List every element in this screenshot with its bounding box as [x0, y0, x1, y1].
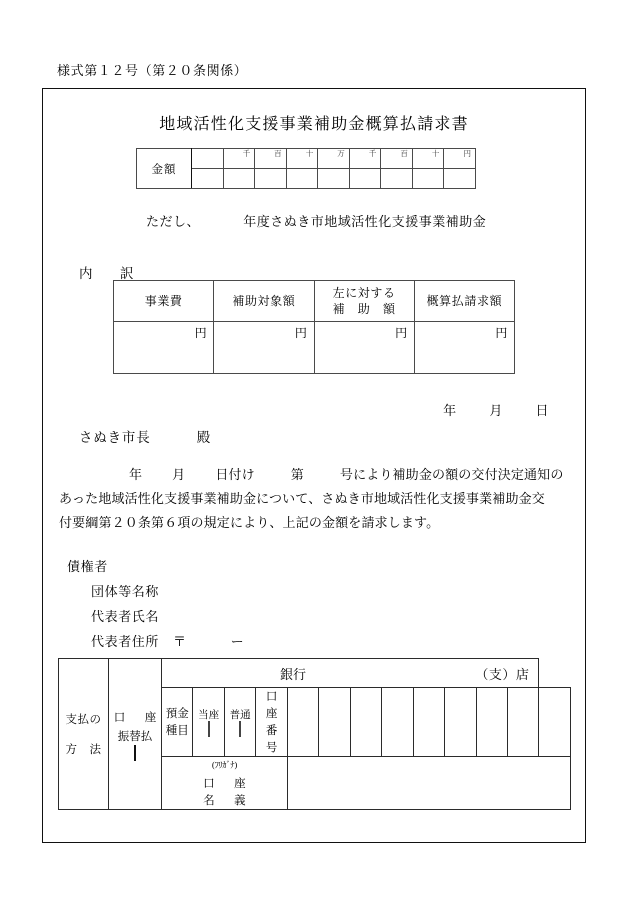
account-digit-7[interactable]: [476, 688, 507, 757]
deposit-touza-cell[interactable]: [193, 688, 224, 757]
creditor-rep-name-label: 代表者氏名: [91, 610, 160, 625]
amount-unit-2: 千: [242, 149, 251, 158]
breakdown-header-text: 補 助 額: [332, 302, 396, 316]
body-dayuke-label: 日付け: [215, 468, 255, 483]
amount-entry-7[interactable]: [381, 169, 413, 189]
date-year-label: 年: [443, 404, 457, 419]
body-year-label: 年: [129, 468, 143, 483]
breakdown-table: [113, 280, 515, 374]
deposit-touza-checkbox[interactable]: [208, 721, 210, 737]
deposit-futsuu-label: 普通: [229, 709, 251, 721]
page-title: 地域活性化支援事業補助金概算払請求書: [159, 114, 469, 133]
account-holder-label-text: 口 座: [203, 775, 250, 790]
body-dai-label: 第: [290, 468, 304, 483]
account-holder-kana-label: (ﾌﾘｶﾞﾅ): [211, 760, 238, 771]
deposit-touza-label: 当座: [198, 709, 220, 721]
amount-unit-3: 百: [274, 149, 282, 158]
breakdown-header-advance-claim: [414, 281, 514, 322]
body-line-2: あった地域活性化支援事業補助金について、さぬき市地域活性化支援事業補助金交: [59, 492, 545, 507]
amount-entry-4[interactable]: [286, 169, 318, 189]
addressee-honorific: 殿: [196, 430, 211, 446]
tadashi-text: 年度さぬき市地域活性化支援事業補助金: [243, 215, 487, 230]
branch-label: （支）店: [475, 668, 530, 683]
account-digit-2[interactable]: [319, 688, 350, 757]
amount-cell-4[interactable]: [286, 149, 318, 169]
payment-method-label-text: 支払の: [65, 712, 102, 726]
account-digit-9[interactable]: [539, 688, 571, 757]
breakdown-value-subsidy-amount[interactable]: 円: [314, 322, 414, 374]
payment-method-table: [58, 658, 571, 810]
creditor-heading: 債権者: [67, 560, 108, 575]
creditor-rep-address-row: [67, 630, 244, 655]
deposit-futsuu-cell[interactable]: [224, 688, 255, 757]
account-transfer-label: 振替払: [117, 729, 153, 743]
amount-unit-5: 万: [337, 149, 345, 158]
account-digit-8[interactable]: [507, 688, 538, 757]
amount-unit-7: 百: [400, 149, 408, 158]
deposit-type-label: [162, 688, 193, 757]
amount-entry-1[interactable]: [192, 169, 224, 189]
creditor-rep-name-row: [67, 605, 244, 630]
account-number-label: [256, 688, 293, 757]
account-digit-6[interactable]: [445, 688, 476, 757]
postal-code-mark: 〒: [173, 635, 187, 650]
account-transfer-cell[interactable]: [109, 659, 162, 810]
amount-table: [136, 148, 476, 189]
amount-cell-8[interactable]: [412, 149, 444, 169]
amount-label: 金額: [137, 149, 192, 189]
breakdown-heading: 内 訳: [79, 266, 141, 282]
body-month-label: 月: [172, 468, 186, 483]
addressee-mayor: さぬき市長: [79, 430, 151, 446]
date-day-label: 日: [535, 404, 549, 419]
amount-unit-9: 円: [463, 149, 471, 158]
breakdown-header-subsidy-amount: [314, 281, 414, 322]
deposit-futsuu-checkbox[interactable]: [239, 721, 241, 737]
account-digit-5[interactable]: [413, 688, 444, 757]
document-frame: [42, 88, 586, 843]
bank-label: 銀行: [280, 668, 307, 683]
creditor-block: [67, 555, 244, 655]
breakdown-value-advance-claim[interactable]: 円: [414, 322, 514, 374]
breakdown-header-text: 左に対する: [332, 285, 396, 300]
bank-name-row[interactable]: [162, 659, 539, 688]
amount-cell-6[interactable]: [349, 149, 381, 169]
amount-cell-5[interactable]: [318, 149, 350, 169]
amount-cell-2[interactable]: [223, 149, 255, 169]
date-line: [415, 400, 549, 419]
amount-cell-9[interactable]: [444, 149, 476, 169]
breakdown-header-subsidy-target: [214, 281, 314, 322]
amount-cell-3[interactable]: [255, 149, 287, 169]
amount-cell-1[interactable]: [192, 149, 224, 169]
amount-entry-3[interactable]: [255, 169, 287, 189]
account-transfer-checkbox[interactable]: [134, 745, 136, 761]
amount-entry-9[interactable]: [444, 169, 476, 189]
breakdown-header-text: 補助対象額: [232, 293, 296, 308]
breakdown-header-text: 概算払請求額: [426, 293, 503, 308]
amount-entry-6[interactable]: [349, 169, 381, 189]
breakdown-header-text: 事業費: [144, 293, 183, 308]
postal-code-dash: ー: [230, 635, 245, 650]
amount-entry-2[interactable]: [223, 169, 255, 189]
creditor-rep-address-label: 代表者住所: [91, 635, 160, 650]
amount-entry-8[interactable]: [412, 169, 444, 189]
account-number-label-text: 口 座: [265, 689, 293, 720]
creditor-org-row: [67, 580, 244, 605]
breakdown-header-business-cost: [114, 281, 214, 322]
tadashi-line: [146, 211, 486, 230]
amount-entry-5[interactable]: [318, 169, 350, 189]
body-line1-rest: 号により補助金の額の交付決定通知の: [339, 468, 564, 483]
payment-method-label: [59, 659, 109, 810]
account-number-label-text: 番 号: [265, 723, 293, 754]
breakdown-value-subsidy-target[interactable]: 円: [214, 322, 314, 374]
amount-unit-4: 十: [305, 149, 314, 158]
deposit-type-label-text: 種目: [165, 723, 189, 737]
date-month-label: 月: [489, 404, 503, 419]
account-holder-label-text: 名 義: [203, 792, 250, 807]
account-digit-4[interactable]: [382, 688, 413, 757]
breakdown-value-business-cost[interactable]: 円: [114, 322, 214, 374]
amount-cell-7[interactable]: [381, 149, 413, 169]
form-number: 様式第１２号（第２０条関係）: [57, 64, 248, 79]
deposit-type-label-text: 預金: [165, 706, 189, 720]
body-paragraph: [59, 464, 571, 536]
tadashi-prefix: ただし、: [146, 215, 201, 230]
account-holder-input[interactable]: [287, 757, 570, 810]
addressee-line: [79, 426, 211, 446]
creditor-org-label: 団体等名称: [91, 585, 160, 600]
body-line-3: 付要綱第２０条第６項の規定により、上記の金額を請求します。: [59, 516, 440, 531]
amount-unit-6: 千: [368, 149, 377, 158]
payment-method-label-text: 方 法: [65, 742, 102, 756]
amount-unit-8: 十: [431, 149, 440, 158]
account-transfer-label: 口 座: [113, 710, 161, 724]
account-digit-3[interactable]: [350, 688, 381, 757]
body-line-1: [59, 464, 571, 488]
account-holder-label: [162, 757, 288, 810]
